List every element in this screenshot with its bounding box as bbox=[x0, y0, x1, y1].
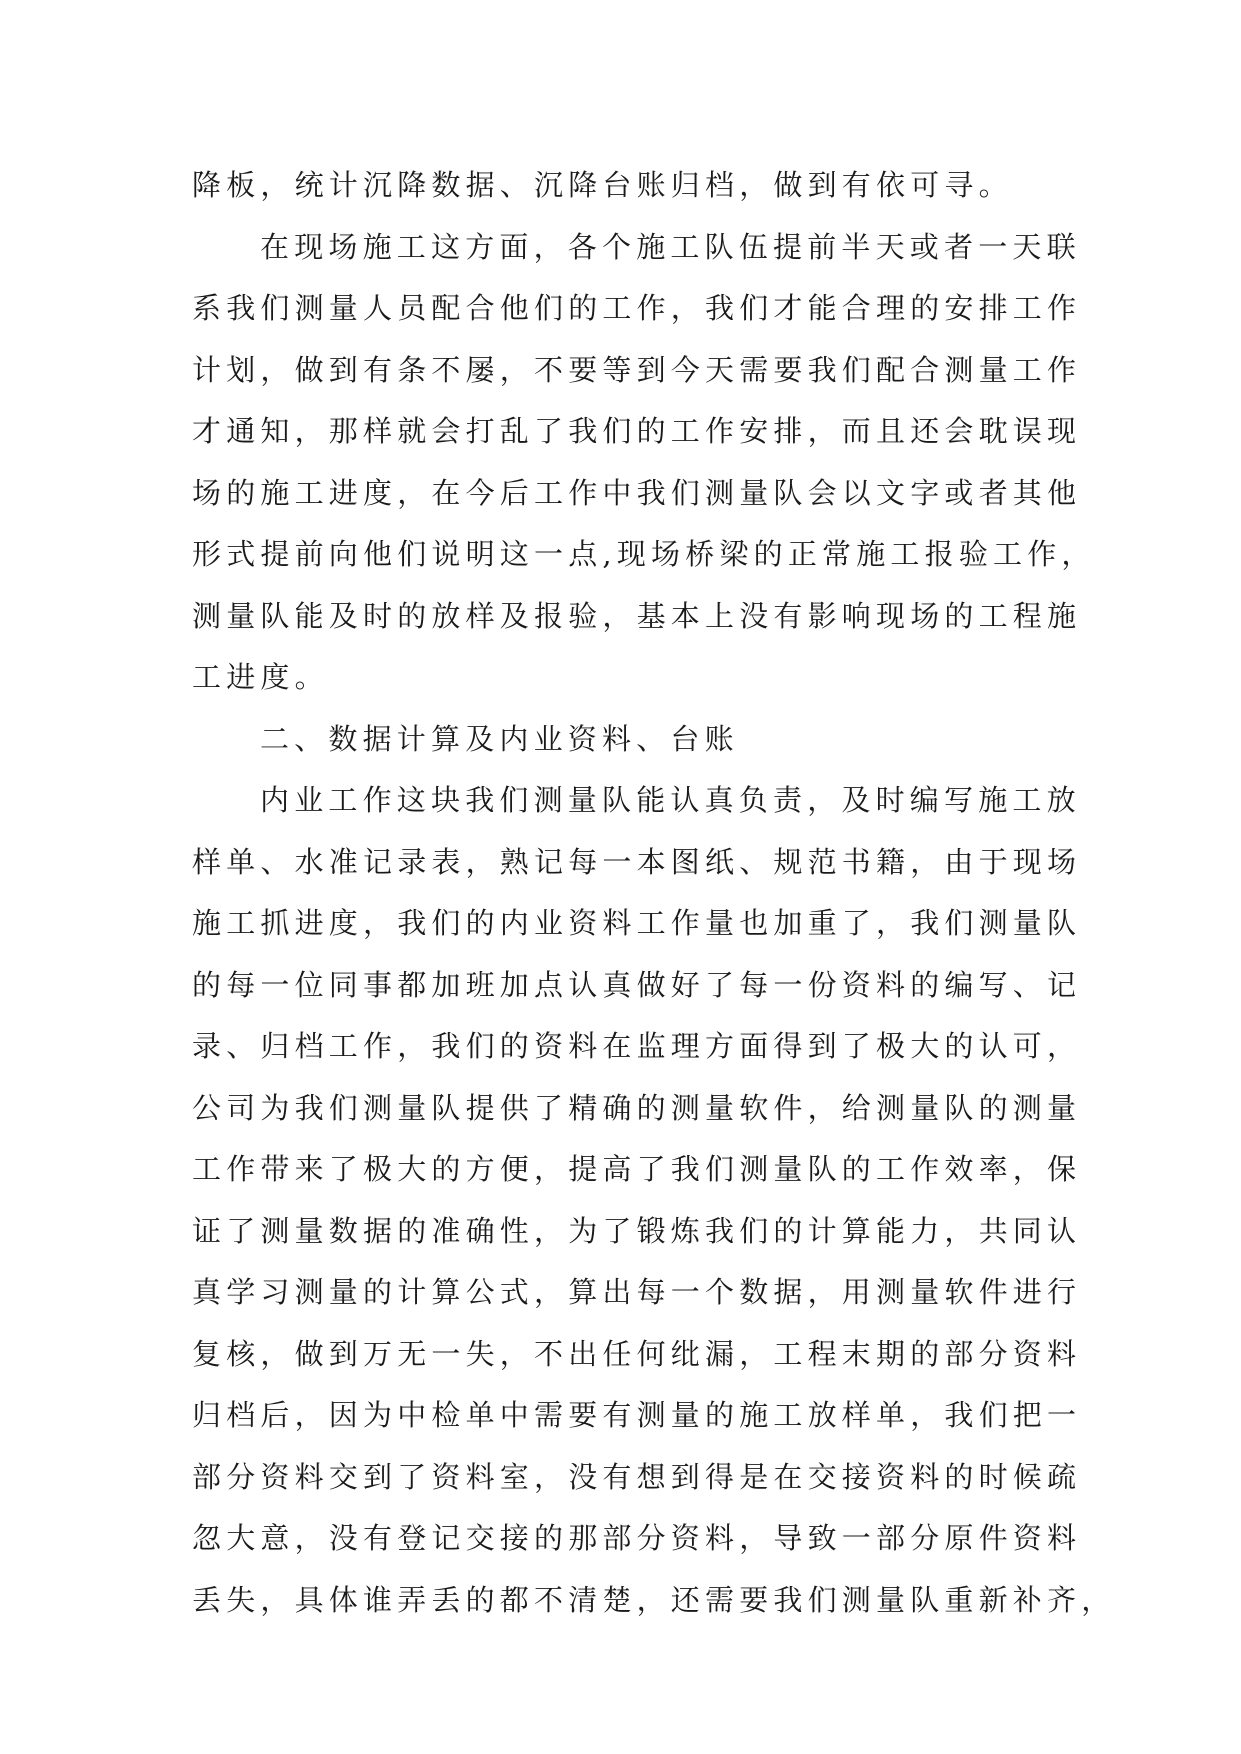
text-line: 工作带来了极大的方便，提高了我们测量队的工作效率，保 bbox=[192, 1152, 1082, 1186]
text-line: 场的施工进度，在今后工作中我们测量队会以文字或者其他 bbox=[192, 475, 1082, 510]
text-line: 才通知，那样就会打乱了我们的工作安排，而且还会耽误现 bbox=[192, 414, 1082, 448]
text-line: 施工抓进度，我们的内业资料工作量也加重了，我们测量队 bbox=[192, 906, 1082, 940]
text-line: 系我们测量人员配合他们的工作，我们才能合理的安排工作 bbox=[192, 291, 1082, 325]
text-line: 计划，做到有条不屡，不要等到今天需要我们配合测量工作 bbox=[192, 352, 1082, 387]
text-line: 的每一位同事都加班加点认真做好了每一份资料的编写、记 bbox=[192, 967, 1082, 1002]
text-line: 复核，做到万无一失，不出任何纰漏，工程末期的部分资料 bbox=[192, 1336, 1082, 1371]
text-line: 工进度。 bbox=[192, 660, 329, 694]
document-body bbox=[192, 155, 1116, 1631]
text-line: 形式提前向他们说明这一点,现场桥梁的正常施工报验工作， bbox=[192, 537, 1096, 571]
text-line: 真学习测量的计算公式，算出每一个数据，用测量软件进行 bbox=[192, 1275, 1082, 1309]
text-line: 证了测量数据的准确性，为了锻炼我们的计算能力，共同认 bbox=[192, 1213, 1082, 1248]
paragraph-start-line: 在现场施工这方面，各个施工队伍提前半天或者一天联 bbox=[260, 229, 1081, 264]
text-line: 忽大意，没有登记交接的那部分资料，导致一部分原件资料 bbox=[192, 1521, 1082, 1555]
text-line: 归档后，因为中检单中需要有测量的施工放样单，我们把一 bbox=[192, 1398, 1082, 1432]
text-line: 公司为我们测量队提供了精确的测量软件，给测量队的测量 bbox=[192, 1090, 1082, 1125]
text-line: 测量队能及时的放样及报验，基本上没有影响现场的工程施 bbox=[192, 598, 1082, 633]
text-line: 降板，统计沉降数据、沉降台账归档，做到有依可寻。 bbox=[192, 168, 1013, 202]
paragraph-start-line: 内业工作这块我们测量队能认真负责，及时编写施工放 bbox=[260, 783, 1081, 817]
text-line: 样单、水准记录表，熟记每一本图纸、规范书籍，由于现场 bbox=[192, 844, 1082, 879]
section-heading: 二、数据计算及内业资料、台账 bbox=[260, 721, 739, 756]
text-line: 部分资料交到了资料室，没有想到得是在交接资料的时候疏 bbox=[192, 1459, 1082, 1494]
text-line: 丢失，具体谁弄丢的都不清楚，还需要我们测量队重新补齐， bbox=[192, 1582, 1116, 1617]
text-line: 录、归档工作，我们的资料在监理方面得到了极大的认可， bbox=[192, 1029, 1082, 1063]
